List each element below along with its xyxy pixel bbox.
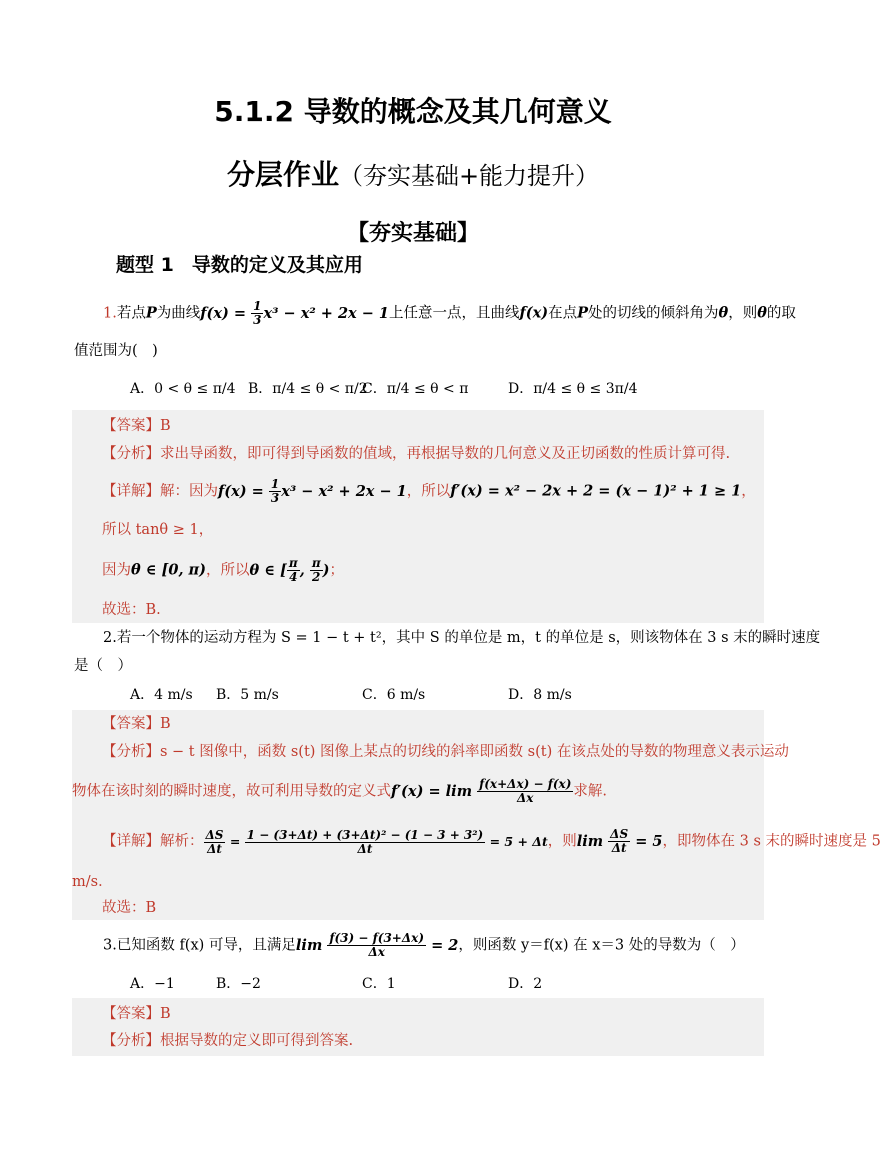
question-type-heading [116,250,363,277]
type-name: 导数的定义及其应用 [191,254,363,276]
page-subtitle [0,153,826,193]
q3-stem [103,932,745,959]
math-theta2: θ [757,304,767,322]
q1-stem-a: 若点 [116,305,146,322]
math-theta-range2: θ ∈ [ $\frac{\pi}{4}$ , $\frac{\pi}{2}$ ) [249,556,330,584]
q1-detail-line2: 所以 tanθ ≥ 1， [102,522,214,538]
q1-option-b: B．π/4 ≤ θ < π/2 [248,381,368,397]
q1-stem-e: 处的切线的倾斜角为 [588,305,719,322]
q1-detail-line1: 【详解】解：因为f(x) = $\frac{1}{3}$ x³ − x² + 2x − 1，所以f′(x) = x² − 2x + 2 = (x − 1)² + 1 ≥ 1， [102,477,756,505]
type-label: 题型 1 [116,254,174,276]
q2-detail-c: ，即物体在 3 s 末的瞬时速度是 5 [662,833,881,850]
math-p2: P [577,304,589,322]
q1-answer-box [72,410,764,623]
q2-analysis-2a: 物体在该时刻的瞬时速度，故可利用导数的定义式 [72,783,391,800]
q2-detail-a: 【详解】解析： [102,833,204,850]
q2-detail-end: 故选：B [102,900,157,916]
q1-stem-c: 上任意一点，且曲线 [389,305,520,322]
q1-stem-g: 的取 [766,305,796,322]
q2-option-c: C．6 m/s [362,687,426,703]
q2-option-d: D．8 m/s [508,687,572,703]
q2-detail-b: ，则 [547,833,577,850]
q1-option-a: A．0 < θ ≤ π/4 [130,381,236,397]
math-f-def: f(x) = $\frac{1}{3}$ x³ − x² + 2x − 1 [200,299,390,327]
q1-stem-d: 在点 [548,305,578,322]
math-ds-dt: $\frac{\Delta S}{\Delta t}$ = $\frac{\text{1 − (3+Δt) + (3+Δt)² − (1 − 3 + 3²)}}{\Delta t}$ = 5 + Δt [205,827,548,856]
q2-analysis-line2 [72,778,607,805]
q1-stem-f: ，则 [728,305,758,322]
q1-option-d: D．π/4 ≤ θ ≤ 3π/4 [508,381,638,397]
q2-stem-line1: 2.若一个物体的运动方程为 S = 1 − t + t²，其中 S 的单位是 m，t 的单位是 s，则该物体在 3 s 末的瞬时速度 [103,630,821,646]
q1-stem-line1 [103,300,796,327]
q3-stem-a: 3.已知函数 f(x) 可导，且满足 [103,937,296,954]
q1-stem-b: 为曲线 [156,305,201,322]
q1-analysis: 【分析】求出导函数，即可得到导函数的值域，再根据导数的几何意义及正切函数的性质计算可得. [102,446,731,462]
q3-answer-box [72,998,764,1056]
q2-answer: 【答案】B [102,716,171,732]
math-fprime: f′(x) = x² − 2x + 2 = (x − 1)² + 1 ≥ 1 [450,482,742,500]
q2-answer-box [72,710,881,920]
q1-detail-line3: 因为θ ∈ [0, π)，所以θ ∈ [ $\frac{\pi}{4}$ , $\frac{\pi}{2}$ )； [102,556,344,584]
q1-detail-end: 故选：B. [102,602,161,618]
q3-option-b: B．−2 [216,976,261,992]
q1-option-c: C．π/4 ≤ θ < π [362,381,469,397]
q1-stem-line2: 值范围为( ) [74,343,158,359]
q2-option-b: B．5 m/s [216,687,279,703]
math-deriv-def: f′(x) = lim $\frac{f(x+\Delta x) - f(x)}{\Delta x}$ [391,777,572,805]
q3-analysis: 【分析】根据导数的定义即可得到答案. [102,1033,354,1049]
math-limit: lim $\frac{\Delta S}{\Delta t}$ = 5 [576,827,663,855]
math-q3-limit: lim $\frac{f(3) - f(3+\Delta x)}{\Delta x}$ = 2 [295,931,459,959]
subtitle-paren: （夯实基础+能力提升） [338,162,600,190]
q1-detail-3a: 因为 [102,562,131,579]
q3-option-a: A．−1 [130,976,175,992]
q2-detail-line2: m/s． [72,874,113,890]
math-theta: θ [718,304,729,322]
q3-answer: 【答案】B [102,1006,171,1022]
q1-number: 1. [103,305,117,322]
q1-detail-b: ，所以 [406,483,451,500]
math-theta-range1: θ ∈ [0, π) [131,561,207,579]
q2-option-a: A．4 m/s [130,687,193,703]
q1-detail-a: 【详解】解：因为 [102,483,218,500]
page-title: 5.1.2 导数的概念及其几何意义 [214,95,612,128]
q1-answer: 【答案】B [102,418,171,434]
q2-analysis-line1: 【分析】s − t 图像中，函数 s(t) 图像上某点的切线的斜率即函数 s(t) 在该点处的导数的物理意义表示运动 [102,744,789,760]
subtitle-main: 分层作业 [226,158,339,191]
q2-stem-line2: 是（ ） [74,658,132,674]
math-p: P [145,304,157,322]
math-f-def2: f(x) = $\frac{1}{3}$ x³ − x² + 2x − 1 [218,477,407,505]
section-heading: 【夯实基础】 [346,221,479,246]
q3-option-c: C．1 [362,976,396,992]
q3-stem-b: ，则函数 y＝f(x) 在 x＝3 处的导数为（ ） [458,937,745,954]
q3-option-d: D．2 [508,976,543,992]
q1-detail-3b: ，所以 [206,562,250,579]
math-fx: f(x) [519,304,549,322]
q2-detail-line1 [102,828,881,856]
q2-analysis-2b: 求解. [573,783,607,800]
